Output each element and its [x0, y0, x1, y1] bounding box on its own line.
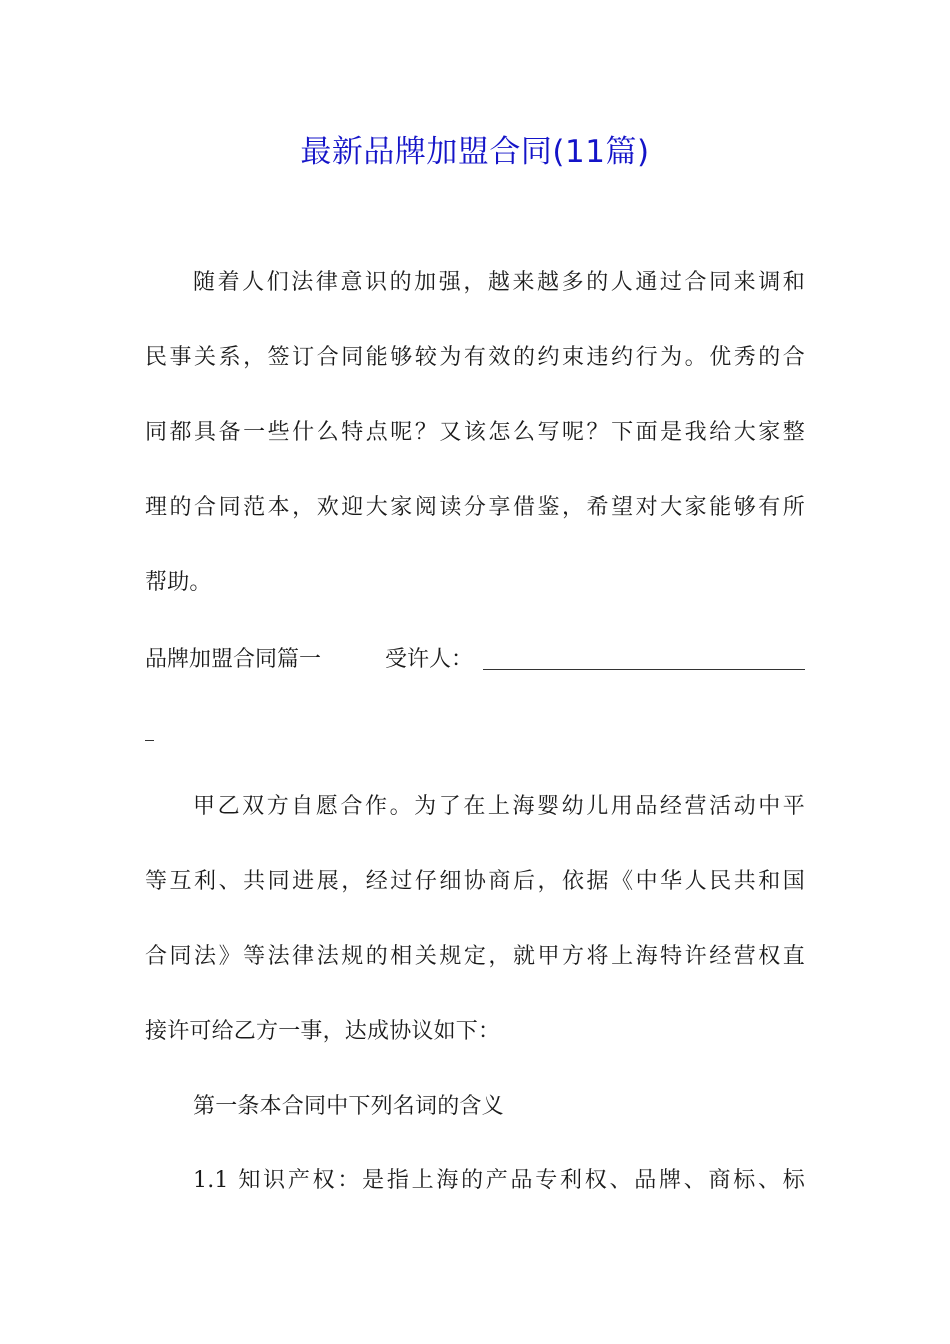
intro-line-2: 民事关系，签订合同能够较为有效的约束违约行为。优秀的合 — [145, 345, 805, 370]
body-line-3: 合同法》等法律法规的相关规定，就甲方将上海特许经营权直 — [145, 944, 805, 969]
licensee-blank-line-continued — [145, 740, 154, 741]
body-line-4: 接许可给乙方一事，达成协议如下： — [145, 1019, 501, 1044]
intro-line-4: 理的合同范本，欢迎大家阅读分享借鉴，希望对大家能够有所 — [145, 495, 805, 520]
licensee-blank-line — [483, 669, 805, 670]
section-heading: 品牌加盟合同篇一 — [145, 647, 322, 672]
intro-line-3: 同都具备一些什么特点呢？又该怎么写呢？下面是我给大家整 — [145, 420, 805, 445]
intro-line-1: 随着人们法律意识的加强，越来越多的人通过合同来调和 — [193, 270, 805, 295]
intro-line-5: 帮助。 — [145, 570, 212, 595]
clause-1-1: 1.1 知识产权：是指上海的产品专利权、品牌、商标、标 — [193, 1168, 805, 1193]
licensee-label: 受许人： — [385, 647, 474, 672]
article-heading: 第一条本合同中下列名词的含义 — [193, 1094, 504, 1119]
body-line-2: 等互利、共同进展，经过仔细协商后，依据《中华人民共和国 — [145, 869, 805, 894]
licensee-signature-row — [145, 643, 807, 677]
document-title: 最新品牌加盟合同(11篇) — [300, 134, 650, 170]
body-line-1: 甲乙双方自愿合作。为了在上海婴幼儿用品经营活动中平 — [193, 794, 805, 819]
